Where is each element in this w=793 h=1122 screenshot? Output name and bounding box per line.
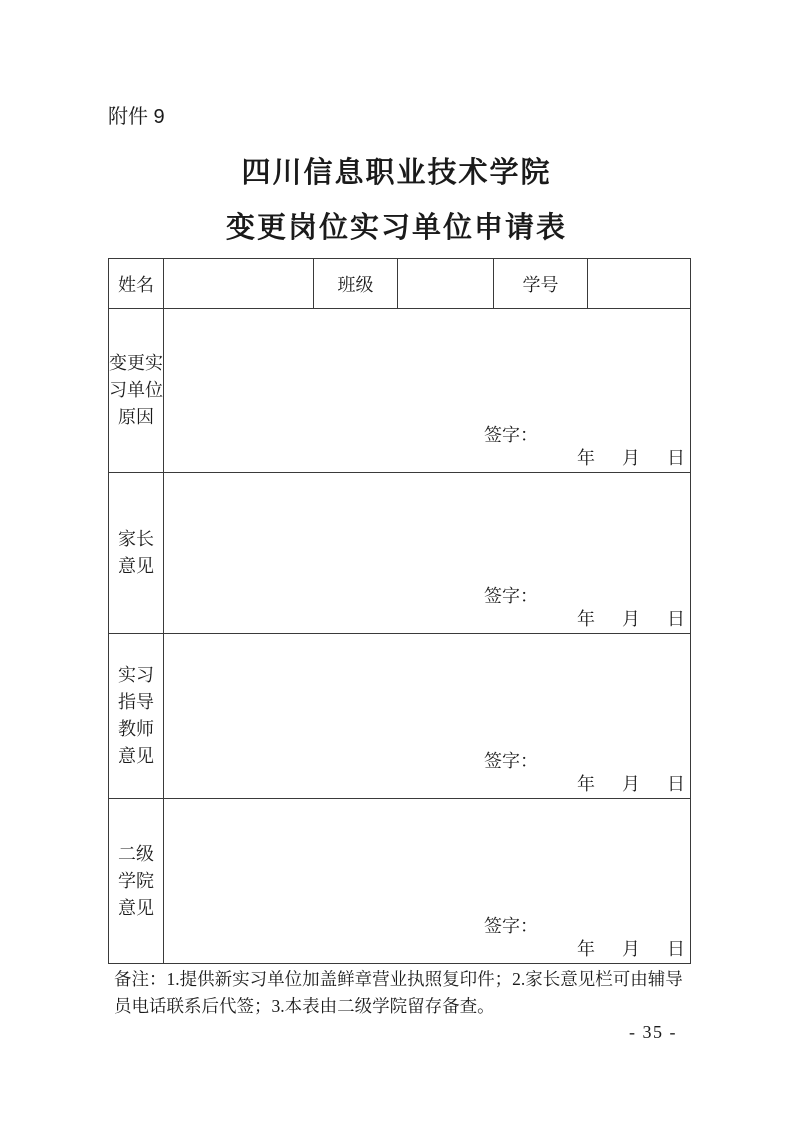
page-subtitle: 变更岗位实习单位申请表: [225, 212, 567, 244]
label-line: 指导: [118, 692, 154, 712]
date-label: 年 月 日: [577, 448, 685, 468]
label-line: 原因: [118, 407, 154, 427]
application-form-table: [108, 258, 691, 964]
label-line: 意见: [118, 556, 154, 576]
label-line: 教师: [118, 719, 154, 739]
college-opinion-content-cell: [164, 799, 691, 964]
reason-label-cell: [109, 309, 164, 473]
college-opinion-label-cell: [109, 799, 164, 964]
reason-content-cell: [164, 309, 691, 473]
label-line: 意见: [118, 897, 154, 918]
footer-note-line: 备注：1.提供新实习单位加盖鲜章营业执照复印件；2.家长意见栏可由辅导: [114, 969, 683, 989]
page-number: - 35 -: [629, 1022, 677, 1042]
table-row-reason: [109, 309, 691, 473]
date-label: 年 月 日: [577, 609, 685, 629]
class-label-cell: 班级: [314, 259, 398, 309]
attachment-label: 附件 9: [108, 106, 165, 128]
parent-opinion-content-cell: [164, 473, 691, 634]
table-row-teacher-opinion: [109, 634, 691, 799]
parent-opinion-label-cell: [109, 473, 164, 634]
label-line: 实习: [118, 665, 154, 685]
label-line: 二级: [118, 843, 154, 864]
label-line: 学院: [118, 870, 154, 891]
signature-label: 签字：: [484, 751, 538, 771]
label-line: 家长: [118, 529, 154, 549]
date-label: 年 月 日: [577, 939, 685, 959]
signature-label: 签字：: [484, 916, 538, 936]
name-label-cell: 姓名: [109, 259, 164, 309]
page-title: 四川信息职业技术学院: [241, 157, 552, 189]
student-id-value-cell: [588, 259, 691, 309]
footer-note: [114, 966, 683, 1020]
table-header-row: [109, 259, 691, 309]
label-line: 意见: [118, 746, 154, 766]
table-row-college-opinion: [109, 799, 691, 964]
signature-label: 签字：: [484, 425, 538, 445]
label-line: 变更实: [109, 353, 163, 373]
teacher-opinion-content-cell: [164, 634, 691, 799]
label-line: 习单位: [109, 380, 163, 400]
table-row-parent-opinion: [109, 473, 691, 634]
signature-label: 签字：: [484, 586, 538, 606]
name-value-cell: [164, 259, 314, 309]
date-label: 年 月 日: [577, 774, 685, 794]
student-id-label-cell: 学号: [494, 259, 588, 309]
teacher-opinion-label-cell: [109, 634, 164, 799]
class-value-cell: [398, 259, 494, 309]
footer-note-line: 员电话联系后代签；3.本表由二级学院留存备查。: [114, 996, 495, 1016]
